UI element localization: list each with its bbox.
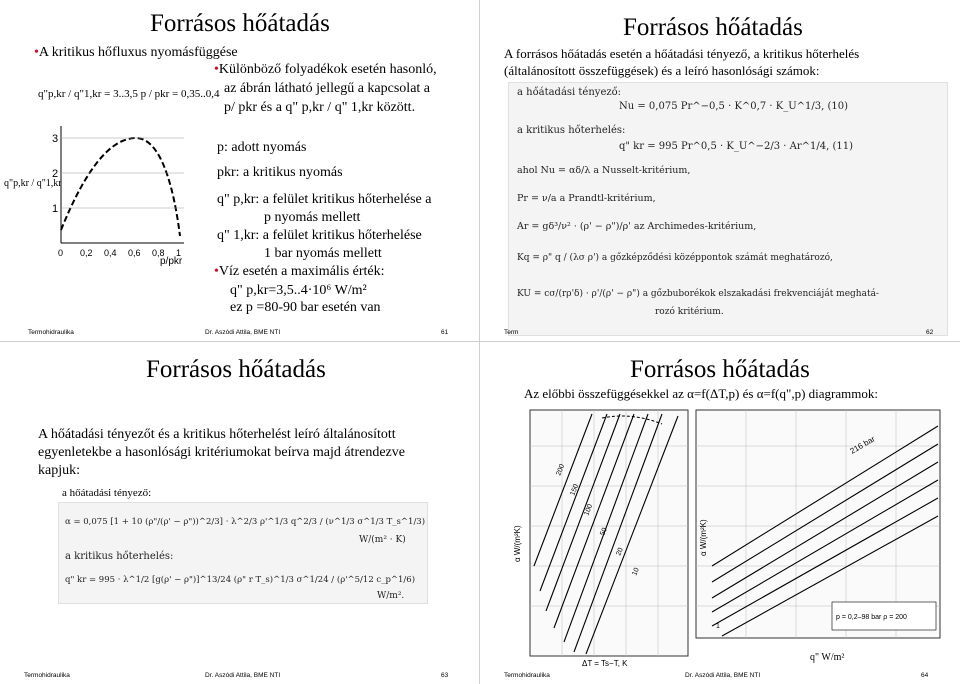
curve-label: 50 [599, 526, 609, 537]
scan-label: a hőátadási tényező: [62, 487, 152, 499]
curve-label: 1 [716, 623, 720, 630]
xtick-label: 0,2 [80, 248, 93, 258]
footer-left: Termohidraulika [28, 329, 74, 336]
body-line: A hőátadási tényezőt és a kritikus hőterhelést leíró általánosított [38, 427, 396, 442]
ratio-formula: q"p,kr / q"1,kr = 3..3,5 p / pkr = 0,35..0,4 [38, 88, 220, 100]
x-axis-label: q" W/m² [810, 652, 845, 663]
scan-line: Pr = ν/a a Prandtl-kritérium, [517, 193, 656, 204]
text-line: pkr: a kritikus nyomás [217, 165, 343, 180]
slide-title: Forrásos hőátadás [623, 14, 803, 41]
alpha-dt-diagram [512, 406, 692, 668]
qkr-formula: q" kr = 995 · λ^1/2 [g(ρ' − ρ")]^13/24 (ρ" r T_s)^1/3 σ^1/24 / (ρ'^5/12 c_p^1/6) [65, 575, 416, 585]
text-line: ez p =80-90 bar esetén van [230, 300, 381, 315]
slide-title: Forrásos hőátadás [630, 356, 810, 383]
scan-label: a kritikus hőterhelés: [65, 551, 174, 562]
text-line: p/ pkr és a q" p,kr / q" 1,kr között. [224, 100, 416, 115]
scan-line: Nu = 0,075 Pr^−0,5 · K^0,7 · K_U^1/3, (10) [619, 101, 848, 112]
text-line: q" p,kr=3,5..4·10⁶ W/m² [230, 283, 367, 298]
slide-63 [0, 342, 480, 684]
text-line: az ábrán látható jellegű a kapcsolat a [224, 81, 431, 96]
page-number: 62 [926, 329, 934, 336]
xtick-label: 1 [176, 248, 182, 258]
text-line: •Különböző folyadékok esetén hasonló, [214, 62, 437, 77]
slide-subtitle: Az előbbi összefüggésekkel az α=f(ΔT,p) és α=f(q",p) diagrammok: [524, 386, 878, 401]
text-line: 1 bar nyomás mellett [264, 246, 382, 261]
curve-label: 200 [555, 463, 567, 477]
y-axis-label: α W/(m²K) [699, 519, 708, 556]
footer-left: Termohidraulika [24, 672, 70, 679]
xtick-label: 0,8 [152, 248, 165, 258]
text-line: p: adott nyomás [217, 140, 307, 155]
alpha-q-diagram [692, 406, 942, 668]
slide-title: Forrásos hőátadás [150, 10, 330, 37]
ytick-label: 2 [52, 168, 59, 180]
bullet-icon: • [214, 62, 219, 77]
curve-label: 10 [631, 566, 641, 577]
body-line: kapjuk: [38, 463, 80, 478]
text-line: q" p,kr: a felület kritikus hőterhelése a [217, 192, 432, 207]
intro-line: A forrásos hőátadás esetén a hőátadási tényező, a kritikus hőterhelés [504, 46, 860, 61]
footer-author: Dr. Aszódi Attila, BME NTI [205, 672, 281, 679]
scan-line: a kritikus hőterhelés: [517, 125, 626, 136]
footer-left: Term [504, 329, 519, 336]
scanned-equations [508, 82, 948, 336]
text-line: •Víz esetén a maximális érték: [214, 264, 385, 279]
slide-subtitle: •A kritikus hőfluxus nyomásfüggése [34, 45, 238, 60]
body-line: egyenletekbe a hasonlósági kritériumokat beírva majd átrendezve [38, 445, 405, 460]
alpha-unit: W/(m² · K) [359, 535, 406, 545]
scan-line: rozó kritérium. [655, 307, 724, 317]
graph-ylabel: q"p,kr / q"1,kr [4, 178, 62, 189]
scanned-equations [58, 502, 428, 604]
ytick-label: 3 [52, 133, 59, 145]
slide-62 [480, 0, 960, 342]
scan-line: a hőátadási tényező: [517, 87, 622, 98]
alpha-formula: α = 0,075 [1 + 10 (ρ"/(ρ' − ρ"))^2/3] · λ^2/3 ρ'^1/3 q^2/3 / (ν^1/3 σ^1/3 T_s^1/3) [65, 517, 426, 527]
bullet-icon: • [34, 45, 39, 60]
scan-line: Kq = ρ" q / (λσ ρ') a gőzképződési középpontok számát meghatározó, [517, 253, 833, 263]
footer-author: Dr. Aszódi Attila, BME NTI [685, 672, 761, 679]
slide-title: Forrásos hőátadás [146, 356, 326, 383]
text-line: p nyomás mellett [264, 210, 361, 225]
qkr-unit: W/m². [377, 591, 405, 601]
graph-xlabel: p/pkr [160, 256, 183, 267]
curve-label: 20 [615, 546, 625, 557]
diagram-note: p = 0,2–98 bar ρ = 200 [836, 614, 907, 621]
curve-label: 150 [569, 483, 581, 497]
y-axis-label: α W/(m²K) [513, 525, 522, 562]
ytick-label: 1 [52, 203, 59, 215]
scan-line: ahol Nu = αδ/λ a Nusselt-kritérium, [517, 165, 691, 176]
curve-label: 216 bar [848, 434, 877, 456]
text-line: q" 1,kr: a felület kritikus hőterhelése [217, 228, 422, 243]
scan-line: Ar = gδ³/ν² · (ρ' − ρ")/ρ' az Archimedes-kritérium, [517, 221, 757, 232]
scan-line: KU = cσ/(rρ'δ) · ρ'/(ρ' − ρ") a gőzbuborékok elszakadási frekvenciáját meghatá- [517, 289, 879, 299]
footer-author: Dr. Aszódi Attila, BME NTI [205, 329, 281, 336]
page-number: 64 [921, 672, 929, 679]
xtick-label: 0 [58, 248, 64, 258]
footer-left: Termohidraulika [504, 672, 550, 679]
ratio-graph [16, 118, 186, 263]
intro-line: (általánosított összefüggések) és a leíró hasonlósági számok: [504, 63, 820, 78]
slide-64 [480, 342, 960, 684]
page-number: 61 [441, 329, 449, 336]
page-number: 63 [441, 672, 449, 679]
x-axis-label: ΔT = Ts−T, K [582, 659, 628, 668]
slide-61 [0, 0, 480, 342]
bullet-icon: • [214, 264, 219, 279]
xtick-label: 0,4 [104, 248, 117, 258]
scan-line: q" kr = 995 Pr^0,5 · K_U^−2/3 · Ar^1/4, (11) [619, 141, 853, 152]
xtick-label: 0,6 [128, 248, 141, 258]
curve-label: 100 [583, 503, 595, 517]
